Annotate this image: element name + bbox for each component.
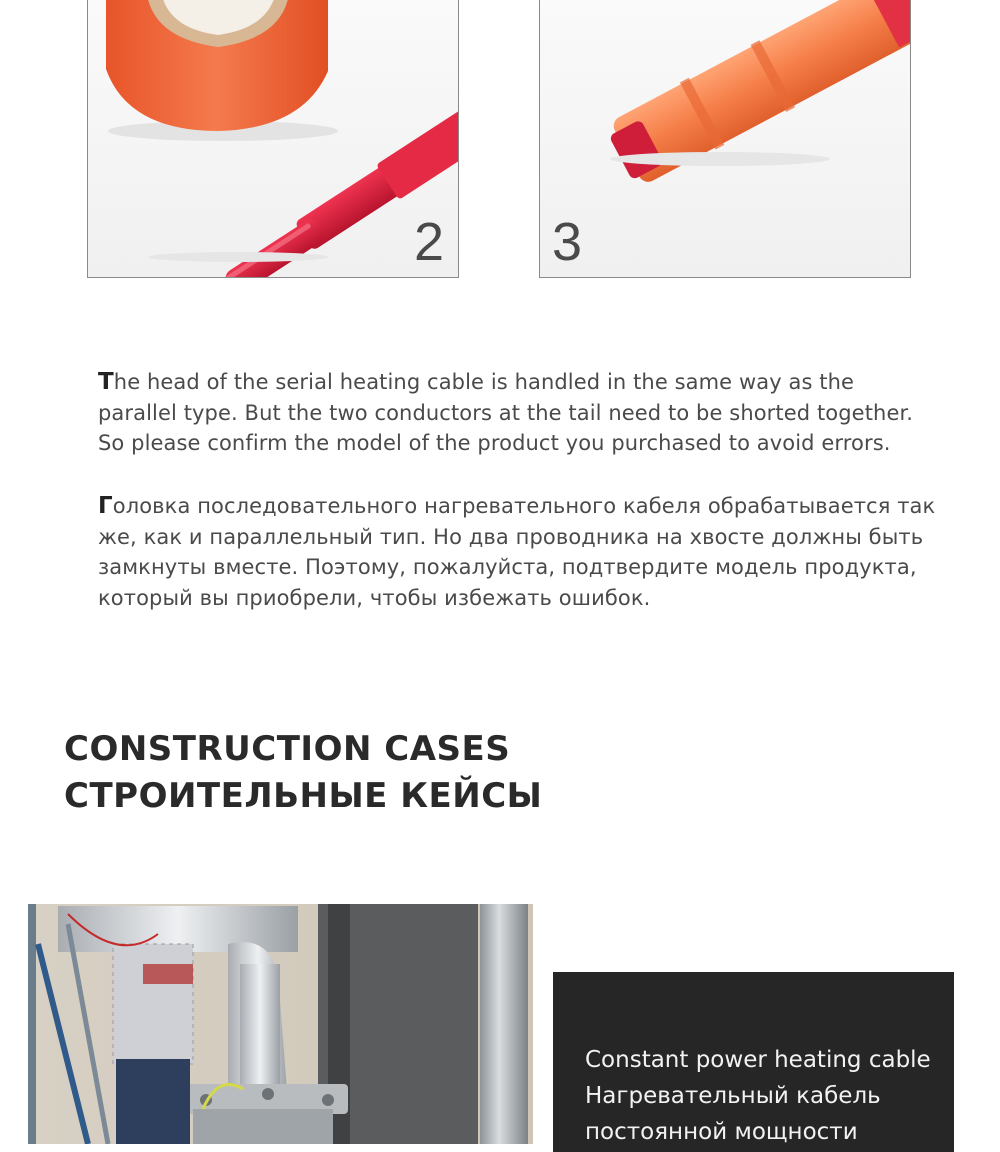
case-card-line-2: Нагревательный кабель	[585, 1083, 881, 1109]
step-3-photo	[539, 0, 911, 278]
step-number: 2	[413, 212, 444, 272]
pipe-installation-illustration	[28, 904, 533, 1144]
case-info-card	[553, 972, 954, 1152]
description-russian	[98, 491, 938, 613]
description-english	[98, 367, 938, 459]
step-2-photo	[87, 0, 459, 278]
case-card-line-3: постоянной мощности	[585, 1119, 858, 1145]
case-card-line-1: Constant power heating cable	[585, 1047, 931, 1073]
construction-case-photo	[28, 904, 533, 1144]
description-russian-text: оловка последовательного нагревательного кабеля обрабатывается так же, как и параллельный тип. Но два проводника на хвосте должны быть замкнуты вместе. Поэтому, пожалуйста, подтвердите модель продукта, который вы приобрели, чтобы избежать ошибок.	[98, 494, 936, 610]
description-english-text: he head of the serial heating cable is handled in the same way as the parallel type. But the two conductors at the tail need to be shorted together. So please confirm the model of the product you purchased to avoid errors.	[98, 370, 914, 455]
step-number: 3	[552, 212, 583, 272]
section-title-en: CONSTRUCTION CASES	[64, 729, 511, 769]
drop-cap: T	[98, 369, 114, 395]
section-title-ru: СТРОИТЕЛЬНЫЕ КЕЙСЫ	[64, 776, 543, 816]
section-title	[64, 726, 542, 820]
wrapped-cable-illustration	[540, 0, 911, 278]
drop-cap: Г	[98, 493, 113, 519]
tape-and-tube-illustration	[88, 0, 459, 278]
case-card-text	[585, 1042, 945, 1150]
